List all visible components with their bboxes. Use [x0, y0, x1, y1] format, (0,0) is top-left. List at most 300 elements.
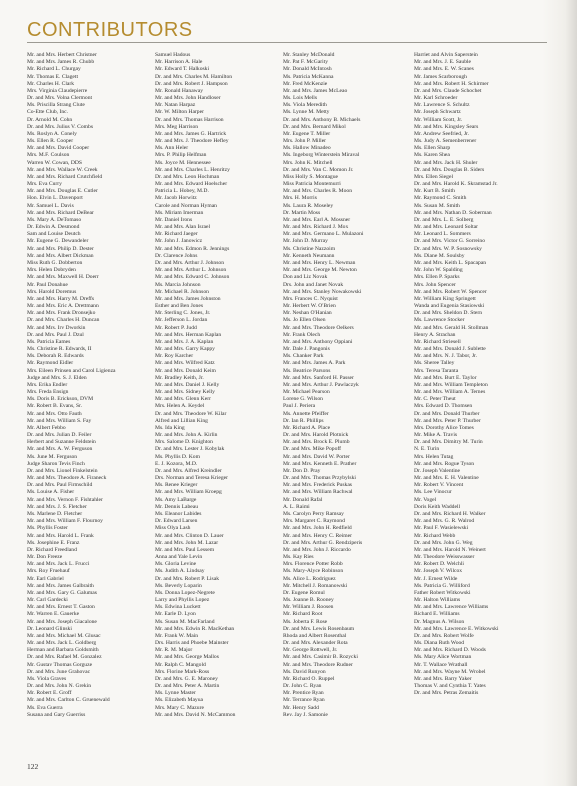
page-title: CONTRIBUTORS: [27, 19, 193, 41]
contributor-name: Mr. Albert Febbo: [27, 424, 66, 431]
contributor-name: Mr. Halton Williams: [414, 597, 461, 604]
contributor-name: Mr. and Mrs. Donald J. Sublette: [414, 346, 486, 353]
contributor-name: Dr. and Mrs. Petras Zemaitis: [414, 690, 479, 697]
contributor-name: Mr. Leonard L. Sommers: [414, 231, 471, 238]
contributor-name: Mr. Paul Donahue: [27, 281, 68, 288]
contributor-name: Mr. Harrison A. Hale: [155, 59, 203, 66]
contributor-name: Mr. Neshan O'Hanian: [283, 310, 332, 317]
contributor-name: Mrs. Helen A. Keydel: [155, 403, 205, 410]
contributor-name: Mr. Ronald Hanaway: [155, 87, 204, 94]
contributor-name: Mr. Henry Sadd: [283, 704, 319, 711]
contributor-name: Carole and Norman Hyman: [155, 202, 217, 209]
contributor-name: Mr. and Mrs. Charles L. Henritzy: [155, 166, 230, 173]
contributor-name: Mr. and Mrs. William Rachwal: [283, 489, 353, 496]
contributor-name: Dr. Leonard Glinski: [27, 625, 72, 632]
contributor-name: Mr. and Mrs. Earl A. Mossner: [283, 216, 351, 223]
contributor-name: Mr. and Mrs. Ernest T. Gaston: [27, 604, 95, 611]
page-edge-shadow: [565, 0, 577, 786]
contributor-name: Mr. Joseph V. Wilcox: [414, 568, 463, 575]
contributor-name: Mr. Robert V. Vincent: [414, 482, 464, 489]
contributor-name: Mr. Herbert W. O'Brien: [283, 303, 336, 310]
contributor-name: Mr. Natan Harpaz: [155, 102, 196, 109]
contributor-name: Mr. and Mrs. Henry L. Newman: [283, 259, 356, 266]
contributor-name: Ms. Annette Pfeiffer: [283, 410, 329, 417]
contributor-name: Mr. and Mrs. Charles R. Moon: [283, 188, 352, 195]
contributor-name: Mrs. Helen Tutag: [414, 453, 454, 460]
contributor-name: Mrs. Mary C. Mazure: [155, 704, 204, 711]
contributor-name: Mrs. Helen Dobryden: [27, 267, 76, 274]
contributor-name: Dr. Edwin A. Desmond: [27, 224, 80, 231]
contributor-name: Mr. Robert P. Judd: [155, 324, 197, 331]
contributor-name: Mr. Michael R. Johnson: [155, 288, 209, 295]
contributor-name: Alfred and Lillian King: [155, 417, 208, 424]
contributor-name: Ms. Patricia Eames: [27, 338, 71, 345]
contributor-name: Dr. and Mrs. Paul J. Dzul: [27, 331, 84, 338]
contributor-name: Mr. and Mrs. A. W. Ferguson: [27, 446, 93, 453]
contributor-name: Mrs. John Spencer: [414, 281, 456, 288]
contributor-name: Ms. Beatrice Parsons: [283, 367, 331, 374]
contributor-name: Drs. John and Janet Novak: [283, 281, 344, 288]
contributor-name: Ms. Judith A. Lindsay: [155, 568, 205, 575]
contributor-name: Mr. and Mrs. William Kroepg: [155, 489, 222, 496]
contributor-name: Mr. and Mrs. Jack H. Shuler: [414, 159, 478, 166]
contributor-name: Mr. and Mrs. William A. Ternes: [414, 389, 486, 396]
contributor-name: Mr. Edward T. Halkoski: [155, 66, 210, 73]
contributor-name: Dr. and Mrs. Lionel Finkelstein: [27, 467, 98, 474]
contributor-name: Dr. and Mrs. G. E. Maroney: [155, 675, 218, 682]
contributor-name: Mrs. Harold Doremus: [27, 288, 77, 295]
contributor-name: Ms. Lynne M. Metty: [283, 109, 330, 116]
contributor-name: Mr. Theodore Weisswasser: [414, 554, 475, 561]
contributor-name: Mr. Frank Olech: [283, 331, 321, 338]
contributor-name: Dr. and Mrs. Robert Wolfe: [414, 632, 474, 639]
contributor-name: Mr. Ralph C. Mangold: [155, 661, 206, 668]
contributor-name: Co-Ette Club, Inc.: [27, 109, 69, 116]
contributor-name: Mr. Donald Rafal: [283, 496, 323, 503]
contributor-name: E. J. Kozora, M.D.: [155, 460, 198, 467]
contributor-name: Mr. Raymond Eidler: [27, 360, 74, 367]
contributor-name: Mr. and Mrs. Alan Israel: [155, 224, 210, 231]
contributor-name: Ms. Lois Mells: [283, 95, 318, 102]
contributor-name: Ms. Eleanor Labides: [155, 511, 202, 517]
contributor-name: Ms. Laura R. Moseley: [283, 202, 334, 209]
contributor-name: Ms. Priscilla Strang Clute: [27, 102, 85, 109]
contributor-name: Mr. and Mrs. James Johnston: [155, 295, 221, 302]
contributor-name: Harriet and Alvin Saperstein: [414, 52, 478, 58]
contributor-name: Mr. and Mrs. J. Theodore Hefley: [155, 138, 229, 145]
contributor-name: Dr. and Mrs. Julian D. Feiler: [27, 432, 92, 439]
contributor-name: Mr. and Mrs. Edwin R. MacKethan: [155, 625, 235, 632]
contributor-name: Ms. Sheree Talley: [414, 360, 455, 367]
contributor-name: Dr. and Mrs. Thomas Harrison: [155, 116, 224, 123]
contributor-name: Mr. Don Freeze: [27, 554, 63, 561]
contributor-name: Larry and Phyllis Lopez: [155, 597, 210, 604]
contributor-name: Mr. Raymond C. Smith: [414, 195, 467, 202]
contributor-name: Dr. Martin Moss: [283, 209, 321, 216]
contributor-name: Mr. Mike A. Travis: [414, 432, 458, 439]
contributor-name: Mr. Donald McIntosh: [283, 66, 332, 73]
contributor-name: Mrs. John K. Mitchell: [283, 159, 333, 166]
contributor-name: Miss Olya Lash: [155, 525, 191, 532]
contributor-name: Mrs. Eva Curry: [27, 181, 62, 188]
contributor-name: Ms. Joanne B. Rooney: [283, 597, 334, 604]
contributor-name: Mr. Richard Root: [283, 611, 323, 618]
contributor-name: Mr. and Mrs. Vernon F. Fishtahler: [27, 496, 103, 503]
contributor-name: Mr. John W. Spalding: [414, 267, 463, 274]
contributor-name: Mrs. Frances C. Nyquist: [283, 295, 338, 302]
contributor-name: Ms. Kay Ries: [283, 554, 314, 561]
contributor-name: Mr. and Mrs. Albert Dickman: [27, 252, 94, 259]
contributor-name: Dr. and Mrs. Victor G. Sorreino: [414, 238, 486, 245]
contributor-name: Ms. David Runyon: [283, 668, 326, 675]
contributor-name: Ms. Patricia McKanna: [283, 73, 334, 80]
contributor-name: Mr. Dennis Labeau: [155, 503, 199, 510]
contributor-name: Mr. R. M. Major: [155, 647, 193, 654]
contributor-name: Miss Ruth G. Dobberton: [27, 259, 83, 266]
contributor-name: Mr. Warren E. Gauerke: [27, 611, 80, 618]
contributor-name: Father Robert Witkowski: [414, 589, 471, 596]
contributor-name: Ms. Mary Alice Wortman: [414, 654, 472, 661]
contributor-name: Ms. Ellen R. Cooper: [27, 138, 74, 145]
contributor-name: Dr. and Mrs. Lewis Rosenbaum: [283, 625, 355, 632]
contributor-name: Mr. Jefferson L. Jordan: [155, 317, 208, 324]
contributor-name: Mr. and Mrs. William F. Flournoy: [27, 518, 103, 525]
contributor-name: Ms. Ellen Sharp: [414, 145, 451, 152]
contributor-name: Mr. and Mrs. James McLeao: [283, 87, 348, 94]
contributor-name: Dr. Arnold M. Cohn: [27, 116, 73, 123]
contributors-column-3: [283, 52, 413, 719]
contributor-name: Dr. and Mrs. Mike Popoff: [283, 446, 342, 453]
contributor-name: Mr. and Mrs. Anthony Oppiani: [283, 338, 353, 345]
contributor-name: Herman and Barbara Goldsmith: [27, 647, 99, 654]
contributor-name: Ms. Marcia Johnson: [155, 281, 201, 288]
contributor-name: Mr. and Mrs. Peter P. Thurber: [414, 417, 481, 424]
contributor-name: Mr. and Mrs. Arthur J. Pawlaczyk: [283, 381, 359, 388]
contributor-name: Mr. and Mrs. Keith L. Spacapan: [414, 259, 487, 266]
contributor-name: Mr. Terrance Ryan: [283, 697, 325, 704]
contributor-name: Mr. Karl Schroeder: [414, 95, 458, 102]
contributor-name: Mr. and Mrs. Paul Lessem: [155, 546, 215, 553]
contributor-name: Mr. and Mrs. William Templeton: [414, 381, 488, 388]
contributor-name: Ms. Ingeborg Winterstein Miraval: [283, 152, 360, 159]
contributor-name: Mr. Earle D. Lyon: [155, 611, 196, 618]
contributor-name: Mr. and Mrs. Maxwell H. Doerr: [27, 274, 99, 281]
contributor-name: Dr. and Mrs. Charles H. Duncan: [27, 317, 100, 324]
contributor-name: Mr. Kurt B. Smith: [414, 188, 455, 195]
contributor-name: Dr. Ian R. Phillips: [283, 417, 324, 424]
contributor-name: Mr. Roy Karcher: [155, 353, 194, 360]
page-number: 122: [27, 762, 39, 771]
contributor-name: Dr. and Mrs. Dimitry M. Turin: [414, 439, 483, 446]
contributor-name: Mr. and Mrs. John Handloser: [155, 95, 221, 102]
contributor-name: Mr. and Mrs. Edward C. Johnson: [155, 274, 230, 281]
contributor-name: Mr. and Mrs. Donald Keim: [155, 367, 216, 374]
contributor-name: Mr. and Mrs. James R. Chubb: [27, 59, 95, 66]
contributor-name: Mr. and Mrs. Philip D. Dester: [27, 245, 94, 252]
contributor-name: Mr. Lawrence S. Schultz: [414, 102, 470, 109]
contributor-name: Ms. Roslyn A. Conely: [27, 130, 77, 137]
contributor-name: Mrs. M.F. Coulson: [27, 152, 70, 159]
contributor-name: Mr. and Mrs. Douglas E. Cutler: [27, 188, 98, 195]
contributor-name: Dr. and Mrs. Harold K. Skramstad Jr.: [414, 181, 498, 188]
contributor-name: Mr. Stanley McDonald: [283, 52, 335, 58]
contributor-name: Mr. and Mrs. Wilfred Katz: [155, 360, 215, 367]
contributor-name: Mr. John D. Murray: [283, 238, 328, 245]
contributor-name: Mr. and Mrs. E. W. Scanes: [414, 66, 474, 73]
contributor-name: Mrs. Eileen Prinsen and Carol Ligienza: [27, 367, 116, 374]
contributor-name: Ms. Ida King: [155, 424, 185, 431]
contributor-name: Dr. John C. Ryan: [283, 683, 322, 690]
contributor-name: Mr. and Mrs. Robert W. Spencer: [414, 288, 487, 295]
contributor-name: Mrs. Salome D. Knighton: [155, 439, 213, 446]
contributor-name: Dr. and Mrs. John N. Grekin: [27, 683, 92, 690]
contributor-name: Mr. Prentice Ryan: [283, 690, 324, 697]
contributor-name: Mr. William J. Roosen: [283, 604, 334, 611]
contributor-name: Mr. Charles H. Clark: [27, 80, 75, 87]
contributor-name: Mr. and Mrs. Lawrence Williams: [414, 604, 489, 611]
contributors-column-4: [414, 52, 544, 697]
contributor-name: Dr. Clarence Johns: [155, 252, 198, 259]
contributor-name: Ms. Beverly Loparin: [155, 582, 202, 589]
contributor-name: Mr. and Mrs. Otto Fauth: [27, 410, 82, 417]
contributor-name: Mr. John J. Janowicz: [155, 238, 203, 245]
contributor-name: Dr. and Mrs. Arthur G. Rendziperis: [283, 539, 363, 546]
contributor-name: Mr. and Mrs. Harold L. Frank: [27, 532, 94, 539]
contributor-name: Mr. and Mrs. Richard D. Woods: [414, 647, 486, 654]
contributor-name: Ms. Patricia G. Williford: [414, 582, 470, 589]
contributor-name: Mrs. Florence Potter Robb: [283, 561, 343, 568]
contributor-name: Ms. Ann Heler: [155, 145, 189, 152]
contributor-name: Ms. Hallow Minadeo: [283, 145, 331, 152]
contributor-name: Ms. Mary-Alyce Robinson: [283, 568, 344, 575]
contributor-name: Mr. Mitchell J. Romanowski: [283, 582, 348, 589]
contributor-name: N. E. Turin: [414, 446, 440, 453]
contributor-name: Mr. and Mrs. James G. Hartrick: [155, 130, 227, 137]
contributor-name: Ms. Gloria Levine: [155, 561, 197, 568]
contributor-name: Sam and Louise Deutch: [27, 231, 81, 238]
contributor-name: Ms. Lawrence Stocker: [414, 317, 465, 324]
contributor-name: Mr. Richard Jaeger: [155, 231, 198, 238]
contributor-name: Ms. Susan M. Smith: [414, 202, 460, 209]
contributor-name: Wanda and Eugenia Stasiowski: [414, 303, 485, 310]
contributor-name: Mrs. Roy Fruehauf: [27, 568, 70, 575]
contributor-name: Mr. C. Peter Theut: [414, 396, 456, 403]
contributor-name: Mrs. Ellen Siegel: [414, 173, 453, 180]
contributor-name: Mr. and Mrs. Frank Dronsejko: [27, 310, 96, 317]
contributor-name: Mr. Richard Striesell: [414, 338, 461, 345]
contributor-name: Ms. Donna Lopez-Negrete: [155, 589, 215, 596]
contributor-name: Mr. Don D. Pray: [283, 467, 321, 474]
contributor-name: Mr. and Mrs. John J. Riccardo: [283, 546, 351, 553]
contributor-name: Lorene G. Wilson: [283, 396, 323, 403]
contributor-name: Mr. T. Wallace Wrathall: [414, 661, 468, 668]
contributor-name: Mr. and Mrs. Garry Kappy: [155, 346, 215, 353]
contributor-name: Mr. and Mrs. Irv Dworkin: [27, 324, 86, 331]
contributor-name: Mr. and Mrs. G. R. Walrod: [414, 518, 475, 525]
contributor-name: Dr. and Mrs. Lester J. Kobylak: [155, 446, 225, 453]
contributor-name: Mrs. Virginia Claudepierre: [27, 87, 88, 94]
contributor-name: Mr. and Mrs. Barry Yaker: [414, 675, 472, 682]
contributor-name: Dr. and Mrs. Robert P. Lisak: [155, 575, 220, 582]
contributor-name: Ms. Viola Meredith: [283, 102, 327, 109]
contributor-name: Mr. and Mrs. Henry C. Reimer: [283, 532, 352, 539]
contributor-name: Mr. and Mrs. Theodore Rudner: [283, 661, 353, 668]
contributor-name: Mrs. Dorothy Alice Tomes: [414, 424, 474, 431]
contributor-name: Mr. and Mrs. Richard DeBear: [27, 209, 94, 216]
contributor-name: Dr. and Mrs. Sheldon D. Stern: [414, 310, 483, 317]
contributor-name: Samuel Hadous: [155, 52, 191, 58]
contributor-name: Dr. and Mrs. W. P. Sosnowsky: [414, 245, 482, 252]
contributor-name: Dr. and Mrs. Donald Thurber: [414, 410, 480, 417]
contributor-name: Mr. and Mrs. Germano L. Mulazoni: [283, 231, 364, 238]
contributor-name: Ms. Amy LaBarge: [155, 496, 197, 503]
contributor-name: Mrs. Meg Harrison: [155, 123, 199, 130]
contributor-name: Dr. and Mrs. Alfred Kreindler: [155, 467, 222, 474]
contributor-name: Dr. and Mrs. Julius V. Combs: [27, 123, 93, 130]
contributor-name: Mr. Pat F. McGarity: [283, 59, 329, 66]
contributor-name: Warren W. Cowan, DDS: [27, 159, 83, 166]
contributor-name: Mr. and Mrs. Theodore A. Firaneck: [27, 475, 107, 482]
contributor-name: Mr. and Mrs. John H. Redfield: [283, 525, 352, 532]
contributor-name: Dr. and Mrs. Richard H. Walker: [414, 511, 486, 517]
contributor-name: Mr. Paul F. Wasielewski: [414, 525, 469, 532]
contributor-name: Mr. Richard O. Ruppel: [283, 675, 335, 682]
contributor-name: A. L. Raimi: [283, 503, 310, 510]
contributor-name: Ms. Viola Graves: [27, 675, 67, 682]
contributor-name: Mr. and Mrs. Lawrence E. Witkowski: [414, 625, 499, 632]
contributor-name: Paul J. Periera: [283, 403, 316, 410]
contributor-name: Mr. and Mrs. Herman Kaplan: [155, 331, 222, 338]
contributor-name: Dr. and Mrs. Peter A. Martin: [155, 683, 220, 690]
contributor-name: Herbert and Suzanne Feldstein: [27, 439, 96, 446]
contributor-name: Mr. Richard Webb: [414, 532, 456, 539]
contributor-name: Mr. Fred McKenzie: [283, 80, 328, 87]
contributor-name: Mr. and Mrs. John A. Kirlin: [155, 432, 218, 439]
contributor-name: Ms. June M. Ferguson: [27, 453, 78, 460]
contributor-name: Mr. and Mrs. Herbert Christner: [27, 52, 97, 58]
contributor-name: Miss Patricia Montemurri: [283, 181, 341, 188]
contributor-name: Dr. Edward Larsen: [155, 518, 198, 525]
contributor-name: Mr. Thomas E. Clagett: [27, 73, 79, 80]
contributor-name: Mrs. H. Morris: [283, 195, 317, 202]
contributor-name: Ms. Mary A. DeTomaso: [27, 216, 82, 223]
contributor-name: Drs. Norman and Teresa Krieger: [155, 475, 228, 482]
contributor-name: Mr. and Mrs. Casimir B. Rozycki: [283, 654, 358, 661]
contributor-name: Ms. Elizabeth Mayua: [155, 697, 204, 704]
contributor-name: Mr. Robert E. Groff: [27, 690, 72, 697]
contributor-name: Mr. Carl Gardecki: [27, 597, 68, 604]
contributor-name: Mr. and Mrs. George Mallos: [155, 654, 219, 661]
contributor-name: Mr. and Mrs. Nathan D. Soberman: [414, 209, 492, 216]
contributor-name: Mr. and Mrs. George M. Newton: [283, 267, 357, 274]
contributor-name: Mr. and Mrs. Edmon R. Jennings: [155, 245, 230, 252]
contributor-name: Mr. and Mrs. Burt E. Taylor: [414, 374, 477, 381]
contributor-name: Mr. J. Ernest Wilde: [414, 575, 458, 582]
contributor-name: Mr. and Mrs. Sidney Kelly: [155, 389, 215, 396]
contributor-name: Judge Sharon Tevis Finch: [27, 460, 85, 467]
contributor-name: Mr. and Mrs. Harold N. Weinert: [414, 546, 486, 553]
contributor-name: Mr. and Mrs. Sanford H. Passer: [283, 374, 354, 381]
contributor-name: Mrs. Florine Mark-Ross: [155, 668, 210, 675]
contributor-name: Mrs. Erika Endler: [27, 381, 68, 388]
contributor-name: Ms. Alice L. Rodriguez: [283, 575, 336, 582]
contributor-name: Mr. James Scarborough: [414, 73, 467, 80]
contributor-name: Mr. and Mrs. Gary G. Galumas: [27, 589, 97, 596]
contributor-name: Ms. Jo Ellen Olsen: [283, 317, 326, 324]
contributor-name: Mr. and Mrs. Rogue Tyson: [414, 460, 475, 467]
contributor-name: Dr. and Mrs. Alexander Rota: [283, 640, 348, 647]
contributor-name: Ms. Susan M. MacFarland: [155, 618, 215, 625]
contributor-name: Mr. and Mrs. Arthur L. Johnson: [155, 267, 227, 274]
contributor-name: Ms. Lynne Master: [155, 690, 196, 697]
contributor-name: Ms. Miriam Imerman: [155, 209, 204, 216]
contributor-name: Mr. and Mrs. David N. McCammon: [155, 711, 236, 718]
contributor-name: Mr. William Scott, Jr.: [414, 116, 463, 123]
contributor-name: Mr. Samuel L. Davis: [27, 202, 74, 209]
contributor-name: Thomas V. and Cynthia T. Yates: [414, 683, 486, 690]
contributor-name: Dr. and Mrs. Douglas B. Siders: [414, 166, 485, 173]
contributor-name: Mr. and Mrs. James Galbraith: [27, 582, 94, 589]
contributor-name: Mr. Michael Pearson: [283, 389, 330, 396]
contributor-name: Dr. and Mrs. L. E. Solberg: [414, 216, 474, 223]
contributor-name: Susana and Gary Guerriss: [27, 711, 86, 718]
contributor-name: Mrs. John P. Miller: [283, 138, 327, 145]
contributor-name: Miss Holly S. Montague: [283, 173, 339, 180]
contributor-name: Mr. and Mrs. Robert H. Schirmer: [414, 80, 489, 87]
contributor-name: Dr. and Mrs. Paul Firmschild: [27, 482, 93, 489]
contributor-name: Ms. Joberta F. Rose: [283, 618, 328, 625]
contributor-name: Ms. Phyllis D. Kom: [155, 453, 200, 460]
contributors-column-2: [155, 52, 285, 719]
contributor-name: Mr. and Mrs. Theodore Oelkers: [283, 324, 354, 331]
contributor-name: Dr. and Mrs. Volna Clermont: [27, 95, 93, 102]
contributor-name: Mr. Earl Gabriel: [27, 575, 64, 582]
contributor-name: Dr. and Mrs. John G. Weg: [414, 539, 473, 546]
contributor-name: Dr. and Mrs. Anthony B. Michaels: [283, 116, 361, 123]
contributor-name: Ms. Phyllis Foster: [27, 525, 68, 532]
contributor-name: Mr. and Mrs. Daniel J. Kelly: [155, 381, 220, 388]
contributor-name: Mr. Eugene G. Dewandeler: [27, 238, 89, 245]
contributor-name: Mrs. Edward D. Thomsen: [414, 403, 473, 410]
contributor-name: Mr. and Mrs. J. E. Sauble: [414, 59, 472, 66]
contributor-name: Mrs. Teresa Taranta: [414, 367, 459, 374]
contributor-name: Mr. and Mrs. Gerald H. Stollman: [414, 324, 489, 331]
contributor-name: Rhoda and Albert Rosenthal: [283, 632, 347, 639]
contributor-name: Ms. Diana Ruth Wood: [414, 640, 465, 647]
contributor-name: Dr. Joseph Valentine: [414, 467, 461, 474]
contributor-name: Esther and Ben Jones: [155, 303, 204, 310]
contributor-name: Mr. Eugene T. Miller: [283, 130, 331, 137]
contributor-name: Mr. W. Milton Harper: [155, 109, 204, 116]
contributor-name: Mr. and Mrs. David Cooper: [27, 145, 90, 152]
contributor-name: Mr. and Mrs. N. J. Tabor, Jr.: [414, 353, 477, 360]
contributor-name: Mr. and Mrs. Jack L. Goldberg: [27, 640, 97, 647]
contributor-name: Mr. and Mrs. Richard Crutchfield: [27, 173, 103, 180]
contributor-name: Dr. Eugene Romul: [283, 589, 325, 596]
contributor-name: Mr. Joseph Schwartz: [414, 109, 461, 116]
contributor-name: Judge and Mrs. S. J. Elden: [27, 374, 87, 381]
contributor-name: Mr. and Mrs. John M. Lazar: [155, 539, 219, 546]
contributor-name: Ms. Edwina Luckett: [155, 604, 201, 611]
contributor-name: Dr. and Mrs. Leon Hochman: [155, 173, 220, 180]
contributor-name: Mr. Andrew Seefried, Jr.: [414, 130, 469, 137]
contributor-name: Dr. and Mrs. Claude Schochet: [414, 87, 482, 94]
contributor-name: Mr. and Mrs. Joseph Giacalone: [27, 618, 97, 625]
contributor-name: Mr. and Mrs. Glenn Kerr: [155, 396, 211, 403]
contributor-name: Dr. and Mrs. Van C. Momon Jr.: [283, 166, 354, 173]
contributor-name: Ms. Deborah R. Edwards: [27, 353, 84, 360]
contributor-name: Mr. and Mrs. J. S. Fletcher: [27, 503, 87, 510]
